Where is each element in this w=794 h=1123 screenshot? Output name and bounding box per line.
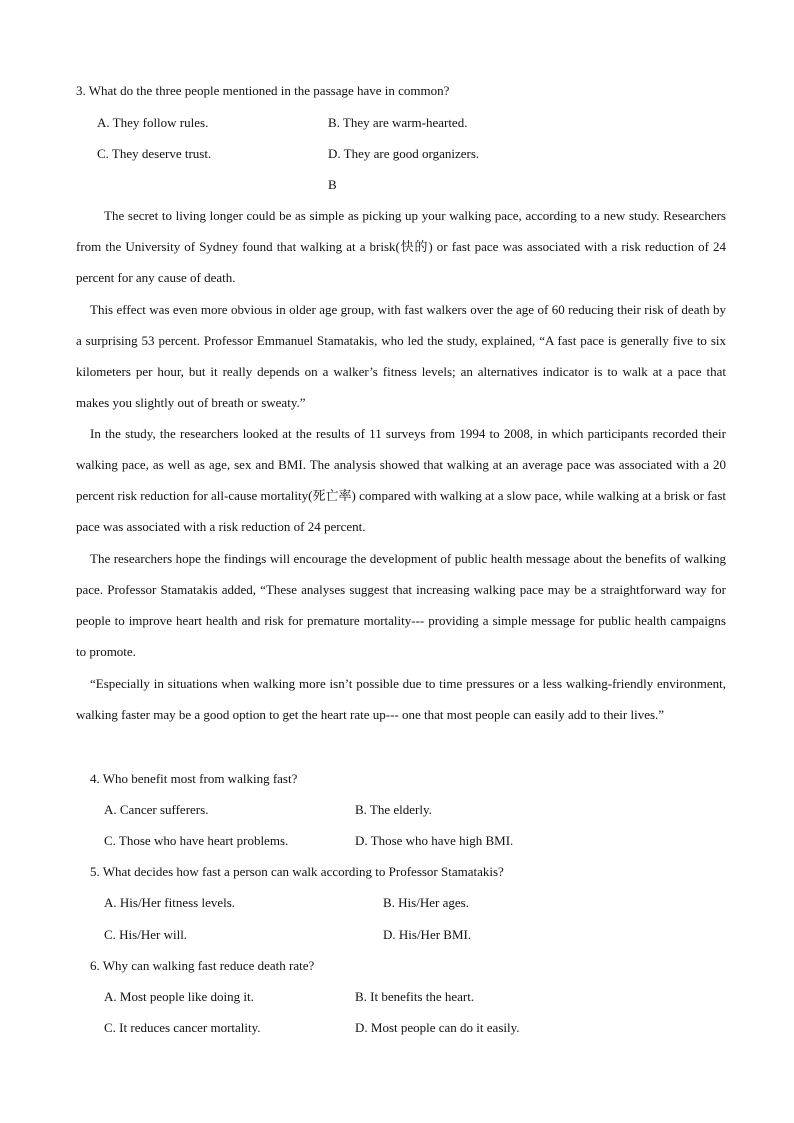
passage-paragraph-1: The secret to living longer could be as simple as picking up your walking pace, according to a new study. Researchers from the University of Sydney found that walking at a brisk(快的) or fast pace was associated with a risk reduction of 24 percent for any cause of death. <box>76 208 726 285</box>
question-5: 5. What decides how fast a person can walk according to Professor Stamatakis? <box>90 864 504 879</box>
passage-paragraph-2: This effect was even more obvious in older age group, with fast walkers over the age of 60 reducing their risk of death by a surprising 53 percent. Professor Emmanuel Stamatakis, who led the study, explained, “A fast pace is generally five to six kilometers per hour, but it really depends on a walker’s fitness levels; an alternatives indicator is to walk at a pace that makes you slightly out of breath or sweaty.” <box>76 302 726 410</box>
question-3: 3. What do the three people mentioned in the passage have in common? <box>76 83 450 98</box>
question-4: 4. Who benefit most from walking fast? <box>90 771 298 786</box>
passage-label: B <box>328 177 337 192</box>
q3-option-d: D. They are good organizers. <box>328 146 480 161</box>
q4-option-d: D. Those who have high BMI. <box>355 833 514 848</box>
q3-option-b: B. They are warm-hearted. <box>328 115 468 130</box>
passage-paragraph-5: “Especially in situations when walking more isn’t possible due to time pressures or a less walking-friendly environment, walking faster may be a good option to get the heart rate up--- one that most people can easily add to their lives.” <box>76 676 726 722</box>
q4-option-b: B. The elderly. <box>355 802 432 817</box>
q5-option-c: C. His/Her will. <box>104 927 188 942</box>
q6-option-d: D. Most people can do it easily. <box>355 1020 520 1035</box>
q3-option-c: C. They deserve trust. <box>97 146 212 161</box>
q5-option-d: D. His/Her BMI. <box>383 927 472 942</box>
passage-paragraph-3: In the study, the researchers looked at the results of 11 surveys from 1994 to 2008, in which participants recorded their walking pace, as well as age, sex and BMI. The analysis showed that walking at an average pace was associated with a 20 percent risk reduction for all-cause mortality(死亡率) compared with walking at a slow pace, while walking at a brisk or fast pace was associated with a risk reduction of 24 percent. <box>76 426 726 534</box>
passage-paragraph-4: The researchers hope the findings will encourage the development of public health message about the benefits of walking pace. Professor Stamatakis added, “These analyses suggest that increasing walking pace may be a straightforward way for people to improve heart health and risk for premature mortality--- providing a simple message for public health campaigns to promote. <box>76 551 726 659</box>
q4-option-c: C. Those who have heart problems. <box>104 833 289 848</box>
question-6: 6. Why can walking fast reduce death rate? <box>90 958 315 973</box>
q6-option-c: C. It reduces cancer mortality. <box>104 1020 261 1035</box>
q6-option-b: B. It benefits the heart. <box>355 989 475 1004</box>
q4-option-a: A. Cancer sufferers. <box>104 802 209 817</box>
q5-option-b: B. His/Her ages. <box>383 895 469 910</box>
q6-option-a: A. Most people like doing it. <box>104 989 254 1004</box>
q3-option-a: A. They follow rules. <box>97 115 209 130</box>
q5-option-a: A. His/Her fitness levels. <box>104 895 236 910</box>
